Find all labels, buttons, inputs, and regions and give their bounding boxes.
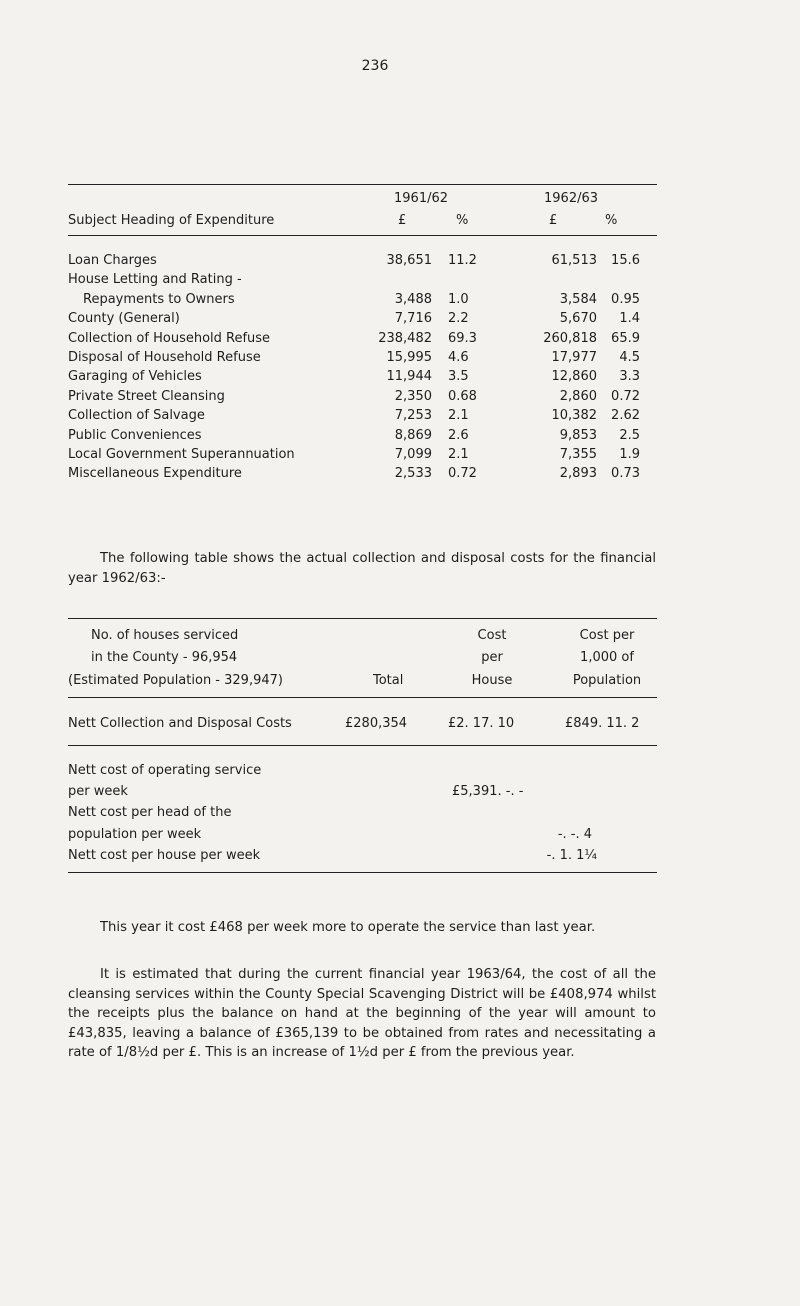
header-cost-per-house: Cost	[477, 628, 507, 643]
percent-1962: 1.9	[619, 447, 640, 462]
value-1962: 2,893	[559, 466, 597, 482]
percent-1962: 2.5	[619, 427, 640, 443]
row-value: -. -. 4	[557, 827, 592, 842]
percent-1962: 0.95	[611, 291, 640, 307]
value-1962: 61,513	[551, 253, 597, 268]
unit-header: £	[549, 213, 558, 228]
page-number: 236	[361, 58, 389, 74]
percent-1962: 0.72	[611, 388, 640, 404]
header-cost-per-house: House	[471, 673, 513, 688]
paragraph: It is estimated that during the current financial year 1963/64, the cost of all the cleansing services within the County Special Scavenging District will be £408,974 whilst the receipts plus the balance on hand at the beginning of the year will amount to £43,835, leaving a balance of £365,139 to be obtained from rates and necessitating a rate of 1/8½d per £. This is an increase of 1½d per £ from the previous year.	[68, 967, 656, 1060]
header-left-line: No. of houses serviced	[91, 628, 239, 643]
row-label: Collection of Household Refuse	[68, 330, 271, 346]
value-1962: 17,977	[551, 350, 597, 365]
percent-1962: 4.5	[619, 350, 640, 365]
header-left-line: in the County - 96,954	[91, 650, 238, 665]
percent-1961: 4.6	[448, 350, 469, 365]
value-1961: 15,995	[386, 350, 432, 365]
header-left-line: (Estimated Population - 329,947)	[68, 673, 283, 688]
value-1961: 11,944	[386, 369, 432, 385]
table-header-rule	[68, 697, 657, 698]
paragraph: This year it cost £468 per week more to operate the service than last year.	[100, 920, 596, 935]
table-bottom-rule	[68, 872, 657, 873]
table-top-rule	[68, 618, 657, 619]
row-label: population per week	[68, 827, 202, 842]
row-label: Nett cost per head of the	[68, 805, 232, 820]
header-cost-per-house: per	[481, 650, 503, 665]
row-label: House Letting and Rating -	[68, 272, 242, 288]
value-1962: 2,860	[559, 388, 597, 404]
value-1962: 12,860	[551, 369, 597, 385]
value-1961: 7,253	[394, 408, 432, 424]
year-header-2: 1962/63	[544, 191, 599, 206]
row-label: Garaging of Vehicles	[68, 369, 202, 385]
value-1962: 260,818	[543, 330, 597, 346]
percent-1961: 2.6	[448, 427, 469, 443]
table-row	[0, 389, 800, 408]
row-value: £5,391. -. -	[452, 784, 524, 799]
header-cost-per-pop: Cost per	[579, 628, 635, 643]
row-label: Disposal of Household Refuse	[68, 350, 261, 365]
percent-1961: 2.1	[448, 447, 469, 462]
value-1961: 2,533	[394, 466, 432, 482]
row-per-pop: £849. 11. 2	[565, 716, 640, 731]
table-row	[0, 331, 800, 350]
percent-1961: 2.1	[448, 408, 469, 424]
percent-1961: 1.0	[448, 291, 469, 307]
row-label: Nett cost per house per week	[68, 848, 261, 863]
percent-1962: 3.3	[619, 369, 640, 385]
unit-header: £	[398, 213, 407, 228]
row-label: Local Government Superannuation	[68, 447, 295, 462]
row-label: Public Conveniences	[68, 427, 202, 443]
row-label: Repayments to Owners	[83, 291, 235, 307]
row-per-house: £2. 17. 10	[448, 716, 515, 731]
percent-1962: 65.9	[611, 330, 640, 346]
percent-1961: 2.2	[448, 311, 469, 327]
row-label: Private Street Cleansing	[68, 388, 225, 404]
table-header-rule	[68, 235, 657, 236]
value-1962: 10,382	[551, 408, 597, 424]
unit-header: %	[605, 213, 618, 228]
table-row	[0, 466, 800, 485]
percent-1961: 3.5	[448, 369, 469, 385]
percent-1961: 0.68	[448, 388, 477, 404]
value-1962: 5,670	[559, 311, 597, 327]
row-label: Nett Collection and Disposal Costs	[68, 716, 292, 731]
percent-1961: 0.72	[448, 466, 477, 482]
value-1961: 7,716	[394, 311, 432, 327]
percent-1962: 1.4	[619, 311, 640, 327]
value-1961: 7,099	[394, 447, 432, 462]
row-total: £280,354	[345, 716, 408, 731]
header-cost-per-pop: Population	[572, 673, 642, 688]
percent-1961: 11.2	[448, 253, 477, 268]
table-row	[0, 408, 800, 427]
header-total: Total	[373, 673, 404, 688]
row-label: Loan Charges	[68, 253, 157, 268]
percent-1962: 2.62	[611, 408, 640, 424]
row-value: -. 1. 1¼	[546, 848, 597, 863]
row-label: Nett cost of operating service	[68, 763, 262, 778]
row-label: per week	[68, 784, 128, 799]
percent-1962: 0.73	[611, 466, 640, 482]
table-row	[0, 369, 800, 388]
table-bottom-rule	[68, 745, 657, 746]
percent-1962: 15.6	[611, 253, 640, 268]
row-label: Miscellaneous Expenditure	[68, 466, 242, 482]
unit-header: %	[456, 213, 469, 228]
table-row	[0, 311, 800, 330]
table-top-rule	[68, 184, 657, 185]
value-1962: 3,584	[559, 291, 597, 307]
value-1961: 3,488	[394, 291, 432, 307]
table-row	[0, 447, 800, 466]
value-1961: 238,482	[378, 330, 432, 346]
row-label: Collection of Salvage	[68, 408, 205, 424]
year-header-1: 1961/62	[394, 191, 449, 206]
table-row	[0, 253, 800, 272]
table-row	[0, 428, 800, 447]
intro-paragraph: The following table shows the actual collection and disposal costs for the financial year 1962/63:-	[68, 551, 656, 586]
row-label: County (General)	[68, 311, 180, 327]
percent-1961: 69.3	[448, 330, 477, 346]
value-1962: 7,355	[559, 447, 597, 462]
subject-heading-header: Subject Heading of Expenditure	[68, 213, 275, 228]
value-1961: 38,651	[386, 253, 432, 268]
table-row	[0, 292, 800, 311]
value-1961: 2,350	[394, 388, 432, 404]
table-row	[0, 272, 800, 291]
value-1961: 8,869	[394, 427, 432, 443]
value-1962: 9,853	[559, 427, 597, 443]
table-row	[0, 350, 800, 369]
header-cost-per-pop: 1,000 of	[580, 650, 634, 665]
